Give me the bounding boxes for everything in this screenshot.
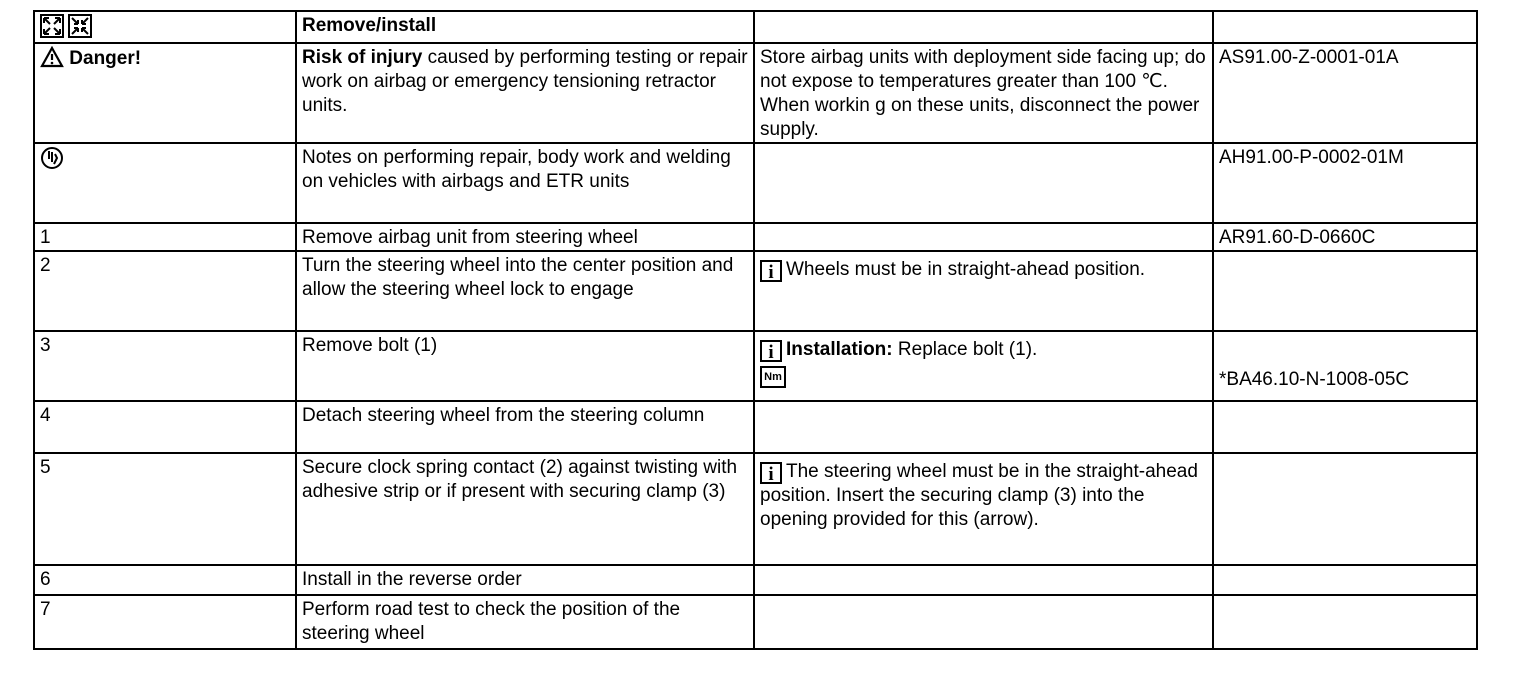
installation-label: Installation: xyxy=(786,339,893,360)
notes-ref-link[interactable]: AH91.00-P-0002-01M xyxy=(1213,143,1477,223)
risk-title: Risk of injury xyxy=(302,47,423,68)
step-row-3 xyxy=(34,331,1477,401)
step-number: 3 xyxy=(34,331,296,401)
danger-label-cell xyxy=(34,43,296,143)
step-row-2 xyxy=(34,251,1477,331)
danger-risk-cell xyxy=(296,43,754,143)
step-number: 1 xyxy=(34,223,296,251)
header-row xyxy=(34,11,1477,43)
danger-ref-link[interactable]: AS91.00-Z-0001-01A xyxy=(1213,43,1477,143)
info-icon: i xyxy=(760,340,782,362)
step-ref xyxy=(1213,251,1477,331)
step-note xyxy=(754,595,1213,649)
step-row-7 xyxy=(34,595,1477,649)
step-row-1 xyxy=(34,223,1477,251)
step-note: The steering wheel must be in the straight-ahead position. Insert the securing clamp (3) into the opening provided for this (arrow). xyxy=(760,461,1198,530)
header-empty-3 xyxy=(754,11,1213,43)
danger-note: Store airbag units with deployment side facing up; do not expose to temperatures greater than 100 ℃. When workin g on these units, disconnect the power supply. xyxy=(754,43,1213,143)
step-row-5 xyxy=(34,453,1477,565)
header-empty-4 xyxy=(1213,11,1477,43)
step-ref-link[interactable]: *BA46.10-N-1008-05C xyxy=(1213,331,1477,401)
step-action: Detach steering wheel from the steering column xyxy=(296,401,754,453)
repair-notes-icon xyxy=(40,146,64,177)
step-number: 5 xyxy=(34,453,296,565)
step-note xyxy=(754,565,1213,595)
step-action: Secure clock spring contact (2) against twisting with adhesive strip or if present with securing clamp (3) xyxy=(296,453,754,565)
expand-arrows-icon[interactable] xyxy=(40,14,64,38)
danger-row xyxy=(34,43,1477,143)
notes-icon-cell xyxy=(34,143,296,223)
procedure-table xyxy=(33,10,1478,650)
header-title: Remove/install xyxy=(296,11,754,43)
step-note: Wheels must be in straight-ahead position. xyxy=(786,259,1146,280)
danger-label: Danger! xyxy=(69,48,142,69)
step-action: Remove airbag unit from steering wheel xyxy=(296,223,754,251)
step-number: 2 xyxy=(34,251,296,331)
step-ref xyxy=(1213,595,1477,649)
step-note-cell xyxy=(754,453,1213,565)
torque-nm-icon[interactable]: Nm xyxy=(760,366,786,388)
step-number: 7 xyxy=(34,595,296,649)
step-row-4 xyxy=(34,401,1477,453)
step-note xyxy=(754,223,1213,251)
step-note-cell xyxy=(754,251,1213,331)
step-note-cell xyxy=(754,331,1213,401)
step-note: Replace bolt (1). xyxy=(892,339,1038,360)
notes-row xyxy=(34,143,1477,223)
step-action: Turn the steering wheel into the center position and allow the steering wheel lock to engage xyxy=(296,251,754,331)
step-ref xyxy=(1213,401,1477,453)
step-ref-link[interactable]: AR91.60-D-0660C xyxy=(1213,223,1477,251)
info-icon: i xyxy=(760,260,782,282)
step-action: Install in the reverse order xyxy=(296,565,754,595)
info-icon: i xyxy=(760,462,782,484)
collapse-arrows-icon[interactable] xyxy=(68,14,92,38)
warning-triangle-icon xyxy=(40,46,64,75)
step-action: Remove bolt (1) xyxy=(296,331,754,401)
notes-text: Notes on performing repair, body work and welding on vehicles with airbags and ETR units xyxy=(296,143,754,223)
step-number: 6 xyxy=(34,565,296,595)
step-row-6 xyxy=(34,565,1477,595)
step-number: 4 xyxy=(34,401,296,453)
header-icons-cell xyxy=(34,11,296,43)
notes-empty xyxy=(754,143,1213,223)
step-note xyxy=(754,401,1213,453)
step-ref xyxy=(1213,453,1477,565)
risk-text: caused by performing testing or repair work on airbag or emergency tensioning retractor units. xyxy=(302,47,748,116)
step-action: Perform road test to check the position of the steering wheel xyxy=(296,595,754,649)
step-ref xyxy=(1213,565,1477,595)
